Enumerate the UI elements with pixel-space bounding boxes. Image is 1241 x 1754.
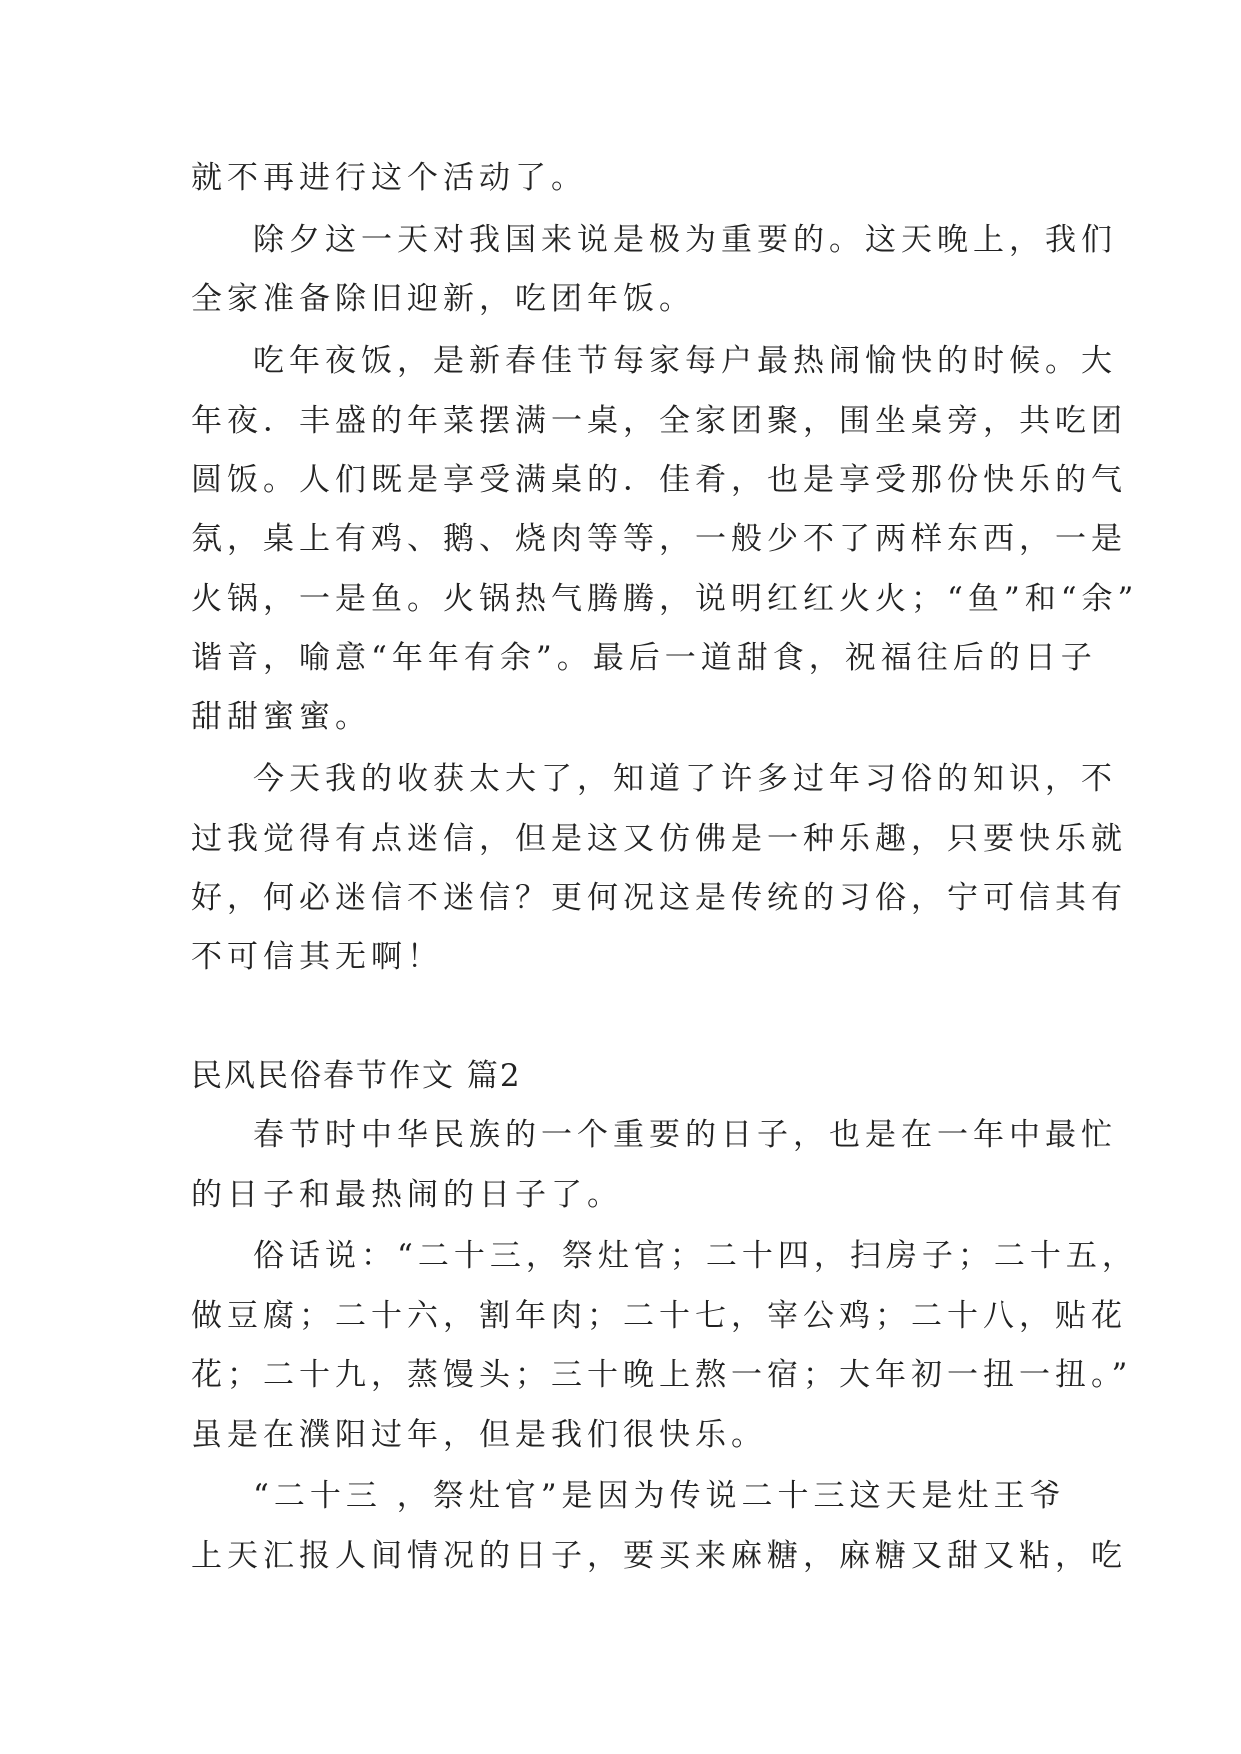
text-line: 上天汇报人间情况的日子，要买来麻糖，麻糖又甜又粘，吃 [191,1538,1127,1574]
paragraph-line: 吃年夜饭，是新春佳节每家每户最热闹愉快的时候。大 [253,343,1117,379]
text-line: 谐音，喻意“年年有余”。最后一道甜食，祝福往后的日子 [191,640,1097,676]
text-line: 过我觉得有点迷信，但是这又仿佛是一种乐趣，只要快乐就 [191,821,1127,857]
text-line: 氛，桌上有鸡、鹅、烧肉等等，一般少不了两样东西，一是 [191,521,1127,557]
text-line: 年夜．丰盛的年菜摆满一桌，全家团聚，围坐桌旁，共吃团 [191,403,1127,439]
text-line: 火锅，一是鱼。火锅热气腾腾，说明红红火火；“鱼”和“余” [191,581,1139,617]
text-line: 圆饭。人们既是享受满桌的．佳肴，也是享受那份快乐的气 [191,462,1127,498]
text-line: 就不再进行这个活动了。 [191,160,587,196]
section-heading: 民风民俗春节作文 篇2 [191,1058,522,1094]
text-line: 花；二十九，蒸馒头；三十晚上熬一宿；大年初一扭一扭。” [191,1357,1133,1393]
text-line: 不可信其无啊！ [191,939,443,975]
text-line: 全家准备除旧迎新，吃团年饭。 [191,281,695,317]
paragraph-line: 春节时中华民族的一个重要的日子，也是在一年中最忙 [253,1117,1117,1153]
paragraph-line: “二十三 ，祭灶官”是因为传说二十三这天是灶王爷 [253,1478,1066,1514]
paragraph-line: 今天我的收获太大了，知道了许多过年习俗的知识，不 [253,761,1117,797]
text-line: 做豆腐；二十六，割年肉；二十七，宰公鸡；二十八，贴花 [191,1298,1127,1334]
text-line: 好，何必迷信不迷信？更何况这是传统的习俗，宁可信其有 [191,880,1127,916]
text-line: 虽是在濮阳过年，但是我们很快乐。 [191,1417,767,1453]
paragraph-line: 除夕这一天对我国来说是极为重要的。这天晚上，我们 [253,222,1117,258]
text-line: 甜甜蜜蜜。 [191,699,371,735]
paragraph-line: 俗话说：“二十三，祭灶官；二十四，扫房子；二十五， [253,1238,1138,1274]
text-line: 的日子和最热闹的日子了。 [191,1177,623,1213]
